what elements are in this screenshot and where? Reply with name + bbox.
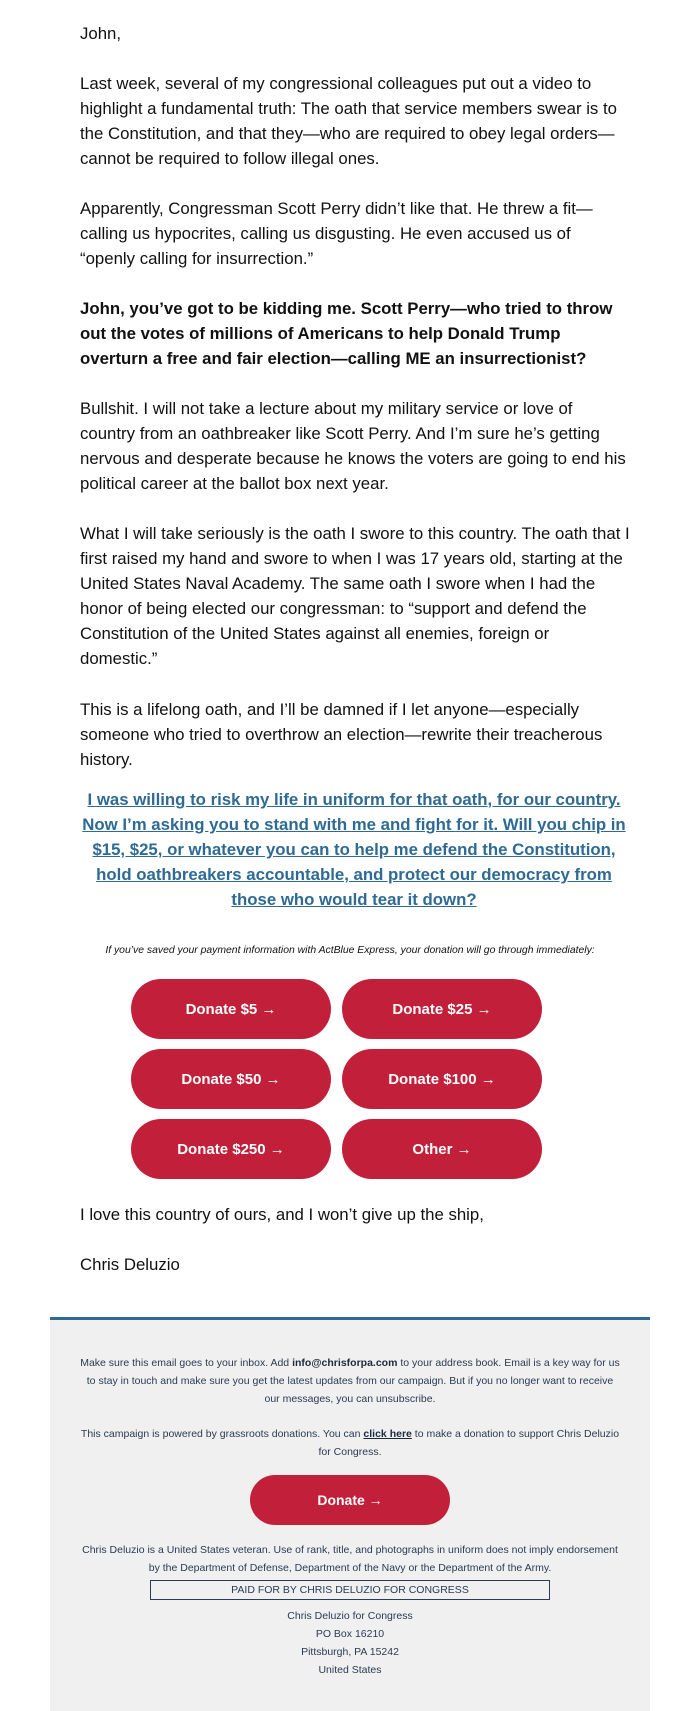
paragraph-3-bold: John, you’ve got to be kidding me. Scott Perry—who tried to throw out the votes of millions of Americans to help Donald Trump overturn a free and fair election—calling ME an insurrectionist? (80, 299, 613, 368)
mailing-address (150, 1607, 550, 1679)
footer-donate-button[interactable]: Donate → (250, 1475, 450, 1525)
footer-click-here-link[interactable]: click here (363, 1428, 412, 1440)
donation-ask-link[interactable]: I was willing to risk my life in uniform for that oath, for our country. Now I’m asking you to stand with me and fight for it. Will you chip in $15, $25, or whatever you can to help me defend the Constitution, hold oathbreakers accountable, and protect our democracy from those who would tear it down? (82, 790, 626, 909)
footer-powered-note: This campaign is powered by grassroots donations. You can click here to make a donation to support Chris Deluzio for Congress. (80, 1428, 620, 1458)
donate-5-button[interactable]: Donate $5 → (131, 979, 331, 1039)
greeting: John, (80, 24, 122, 43)
donate-50-button[interactable]: Donate $50 → (131, 1049, 331, 1109)
footer-veteran-disclaimer: Chris Deluzio is a United States veteran. Use of rank, title, and photographs in uniform does not imply endorsement by the Department of Defense, Department of the Navy or the Department of the Army. (82, 1544, 618, 1574)
address-org: Chris Deluzio for Congress (287, 1610, 413, 1622)
address-city: Pittsburgh, PA 15242 (301, 1646, 399, 1658)
paragraph-5: What I will take seriously is the oath I swore to this country. The oath that I first raised my hand and swore to when I was 17 years old, starting at the United States Naval Academy. The same oath I swore when I had the honor of being elected our congressman: to “support and defend the Constitution of the United States against all enemies, foreign or domestic.” (80, 524, 630, 668)
footer-email-address: info@chrisforpa.com (292, 1357, 398, 1369)
paid-for-disclaimer: PAID FOR BY CHRIS DELUZIO FOR CONGRESS (150, 1580, 550, 1600)
donate-other-button[interactable]: Other → (342, 1119, 542, 1179)
donate-100-button[interactable]: Donate $100 → (342, 1049, 542, 1109)
signature: Chris Deluzio (80, 1255, 180, 1274)
email-footer (50, 1317, 650, 1711)
paragraph-2: Apparently, Congressman Scott Perry didn’t like that. He threw a fit—calling us hypocrites, calling us disgusting. He even accused us of “openly calling for insurrection.” (80, 199, 593, 268)
footer-inbox-note: Make sure this email goes to your inbox. Add info@chrisforpa.com to your address book. Email is a key way for us to stay in touch and make sure you get the latest updates from our campaign. But if you no longer want to receive our messages, you can unsubscribe. (80, 1357, 620, 1405)
donate-250-button[interactable]: Donate $250 → (131, 1119, 331, 1179)
paragraph-1: Last week, several of my congressional colleagues put out a video to highlight a fundamental truth: The oath that service members swear is to the Constitution, and that they—who are required to obey legal orders—cannot be required to follow illegal ones. (80, 74, 617, 168)
paragraph-6: This is a lifelong oath, and I’ll be damned if I let anyone—especially someone who tried to overthrow an election—rewrite their treacherous history. (80, 700, 603, 769)
address-po-box: PO Box 16210 (315, 1628, 385, 1640)
address-country: United States (318, 1664, 382, 1676)
paragraph-4: Bullshit. I will not take a lecture about my military service or love of country from an oathbreaker like Scott Perry. And I’m sure he’s getting nervous and desperate because he knows the voters are going to end his political career at the ballot box next year. (80, 399, 626, 493)
donate-25-button[interactable]: Donate $25 → (342, 979, 542, 1039)
actblue-express-note: If you’ve saved your payment information with ActBlue Express, your donation will go through immediately: (105, 945, 595, 957)
closing-line: I love this country of ours, and I won’t give up the ship, (80, 1205, 484, 1224)
